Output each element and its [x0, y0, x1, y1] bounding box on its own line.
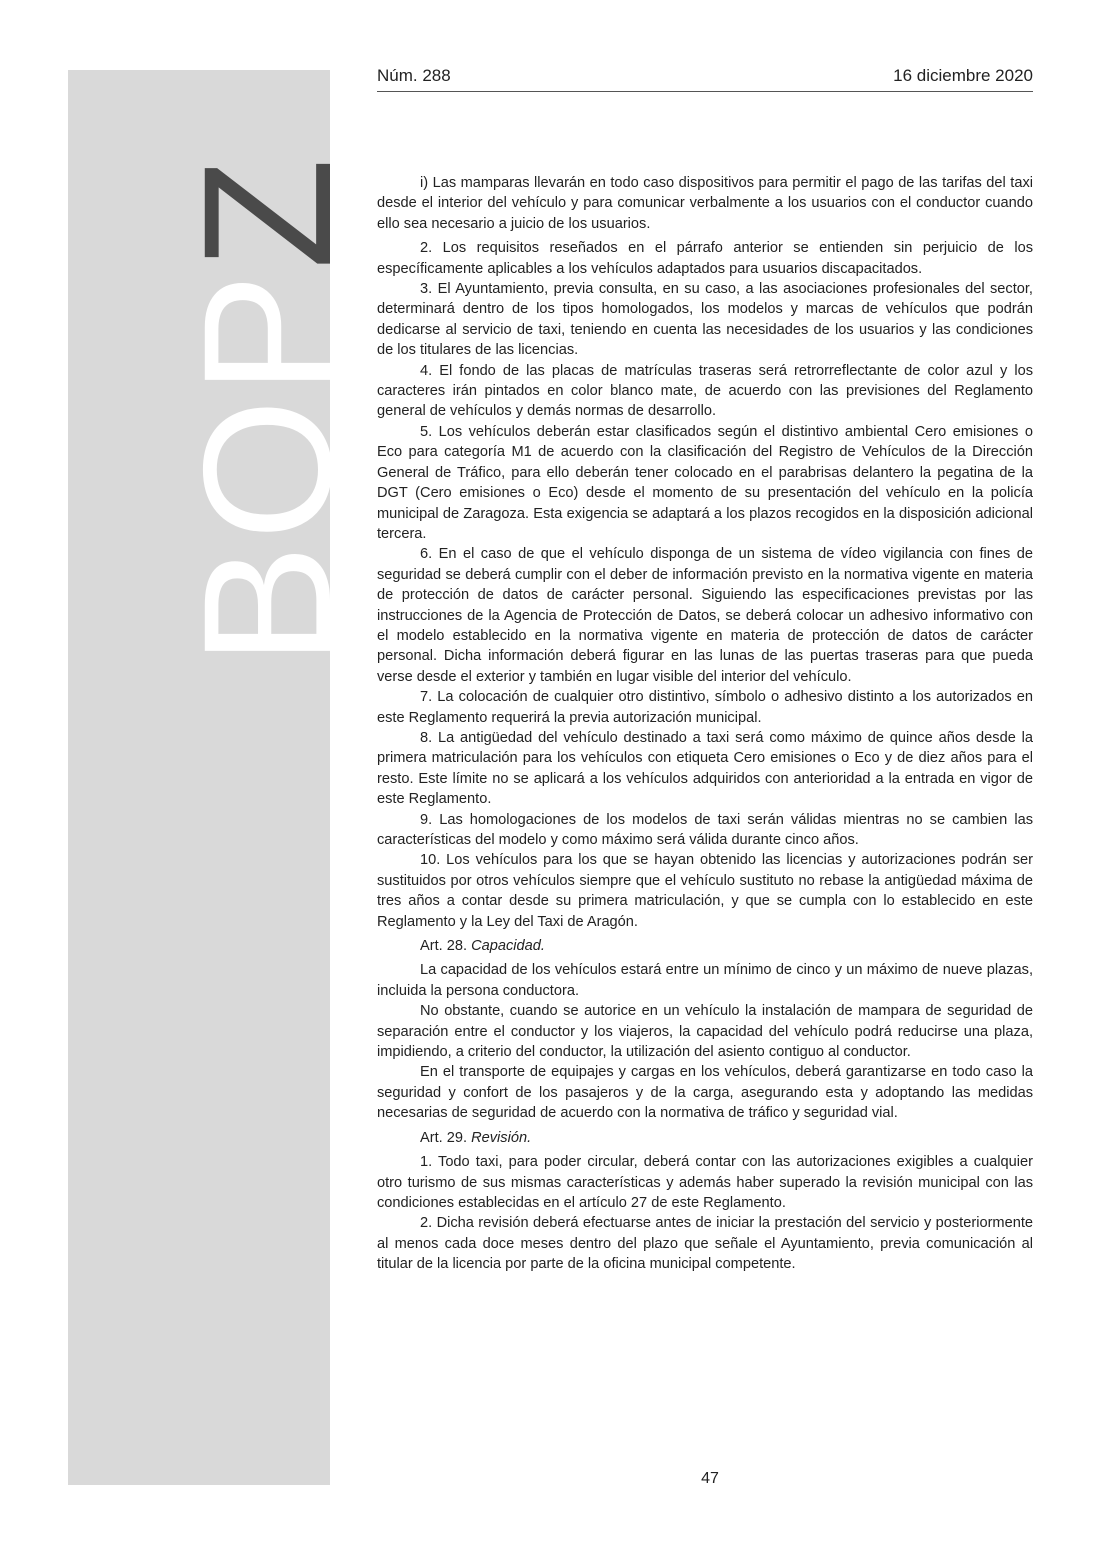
paragraph: 1. Todo taxi, para poder circular, deberá contar con las autorizaciones exigibles a cualquier otro turismo de sus mismas características y además haber superado la revisión municipal con las condiciones establecidas en el artículo 27 de este Reglamento. [377, 1154, 1033, 1211]
paragraph: 5. Los vehículos deberán estar clasificados según el distintivo ambiental Cero emisiones o Eco para categoría M1 de acuerdo con la clasificación del Registro de Vehículos de la Dirección General de Tráfico, para ello deberán tener colocado en el parabrisas delantero la pegatina de la DGT (Cero emisiones o Eco) desde el momento de su presentación del vehículo en la policía municipal de Zaragoza. Esta exigencia se adaptará a los plazos recogidos en la disposición adicional tercera. [377, 423, 1033, 542]
article-label: Art. 28. [420, 938, 468, 955]
page-header [377, 66, 1033, 92]
paragraph: No obstante, cuando se autorice en un vehículo la instalación de mampara de seguridad de separación entre el conductor y los viajeros, la capacidad del vehículo podrá reducirse una plaza, impidiendo, a criterio del conductor, la utilización del asiento contiguo al conductor. [377, 1003, 1033, 1061]
paragraph: La capacidad de los vehículos estará entre un mínimo de cinco y un máximo de nueve plazas, incluida la persona conductora. [377, 962, 1033, 999]
issue-number: Núm. 288 [377, 66, 451, 85]
paragraph: 4. El fondo de las placas de matrículas traseras será retrorreflectante de color azul y los caracteres irán pintados en color blanco mate, de acuerdo con las previsiones del Reglamento general de vehículos y demás normas de desarrollo. [377, 362, 1033, 420]
masthead-letter-o: O [165, 394, 369, 541]
bopz-masthead [165, 154, 369, 666]
page-number: 47 [701, 1470, 719, 1487]
paragraph: 9. Las homologaciones de los modelos de taxi serán válidas mientras no se cambien las características del modelo y como máximo será válida durante cinco años. [377, 811, 1033, 848]
masthead-letter-b: B [165, 540, 369, 666]
paragraph: i) Las mamparas llevarán en todo caso dispositivos para permitir el pago de las tarifas del taxi desde el interior del vehículo y para comunicar verbalmente a los usuarios con el conductor cuando ello sea necesario a juicio de los usuarios. [377, 175, 1033, 232]
article-heading [377, 936, 1033, 956]
paragraph: 2. Dicha revisión deberá efectuarse antes de iniciar la prestación del servicio y posteriormente al menos cada doce meses dentro del plazo que señale el Ayuntamiento, previa comunicación al titular de la licencia por parte de la oficina municipal competente. [377, 1215, 1033, 1273]
article-title: Revisión. [471, 1129, 532, 1146]
paragraph: 6. En el caso de que el vehículo disponga de un sistema de vídeo vigilancia con fines de seguridad se deberá cumplir con el deber de información previsto en la normativa vigente en materia de protección de datos de carácter personal. Siguiendo las especificaciones previstas por las instrucciones de la Agencia de Protección de Datos, se deberá colocar un adhesivo informativo con el modelo establecido en la normativa vigente en materia de protección de datos de carácter personal. Dicha información deberá figurar en las lunas de las puertas traseras para que pueda verse desde el exterior y también en lugar visible del interior del vehículo. [377, 546, 1033, 685]
paragraph: En el transporte de equipajes y cargas en los vehículos, deberá garantizarse en todo caso la seguridad y confort de los pasajeros y de la carga, asegurando esta y adoptando las medidas necesarias de seguridad de acuerdo con la normativa de tráfico y seguridad vial. [377, 1064, 1033, 1122]
paragraph: 7. La colocación de cualquier otro distintivo, símbolo o adhesivo distinto a los autorizados en este Reglamento requerirá la previa autorización municipal. [377, 689, 1033, 726]
article-title: Capacidad. [471, 938, 545, 955]
issue-date: 16 diciembre 2020 [893, 66, 1033, 85]
paragraph: 10. Los vehículos para los que se hayan obtenido las licencias y autorizaciones podrán ser sustituidos por otros vehículos siempre que el vehículo sustituto no rebase la antigüedad máxima de tres años a contar desde su primera matriculación, y que se cumpla con lo establecido en este Reglamento y la Ley del Taxi de Aragón. [377, 852, 1033, 930]
paragraph: 2. Los requisitos reseñados en el párrafo anterior se entienden sin perjuicio de los específicamente aplicables a los vehículos adaptados para usuarios discapacitados. [377, 240, 1033, 277]
article-label: Art. 29. [420, 1129, 468, 1146]
article-heading [377, 1128, 1033, 1148]
masthead-letter-z: Z [165, 154, 369, 270]
masthead-letter-p: P [165, 269, 369, 395]
sidebar-band [68, 70, 369, 1485]
paragraph: 3. El Ayuntamiento, previa consulta, en su caso, a las asociaciones profesionales del sector, determinará dentro de los tipos homologados, los modelos y marcas de vehículos que podrán dedicarse al servicio de taxi, teniendo en cuenta las necesidades de los usuarios y las condiciones de los titulares de las licencias. [377, 281, 1033, 359]
paragraph: 8. La antigüedad del vehículo destinado a taxi será como máximo de quince años desde la primera matriculación para los vehículos con etiqueta Cero emisiones o Eco y de diez años para el resto. Este límite no se aplicará a los vehículos adquiridos con anterioridad a la entrada en vigor de este Reglamento. [377, 729, 1033, 808]
document-body [377, 173, 1033, 1275]
